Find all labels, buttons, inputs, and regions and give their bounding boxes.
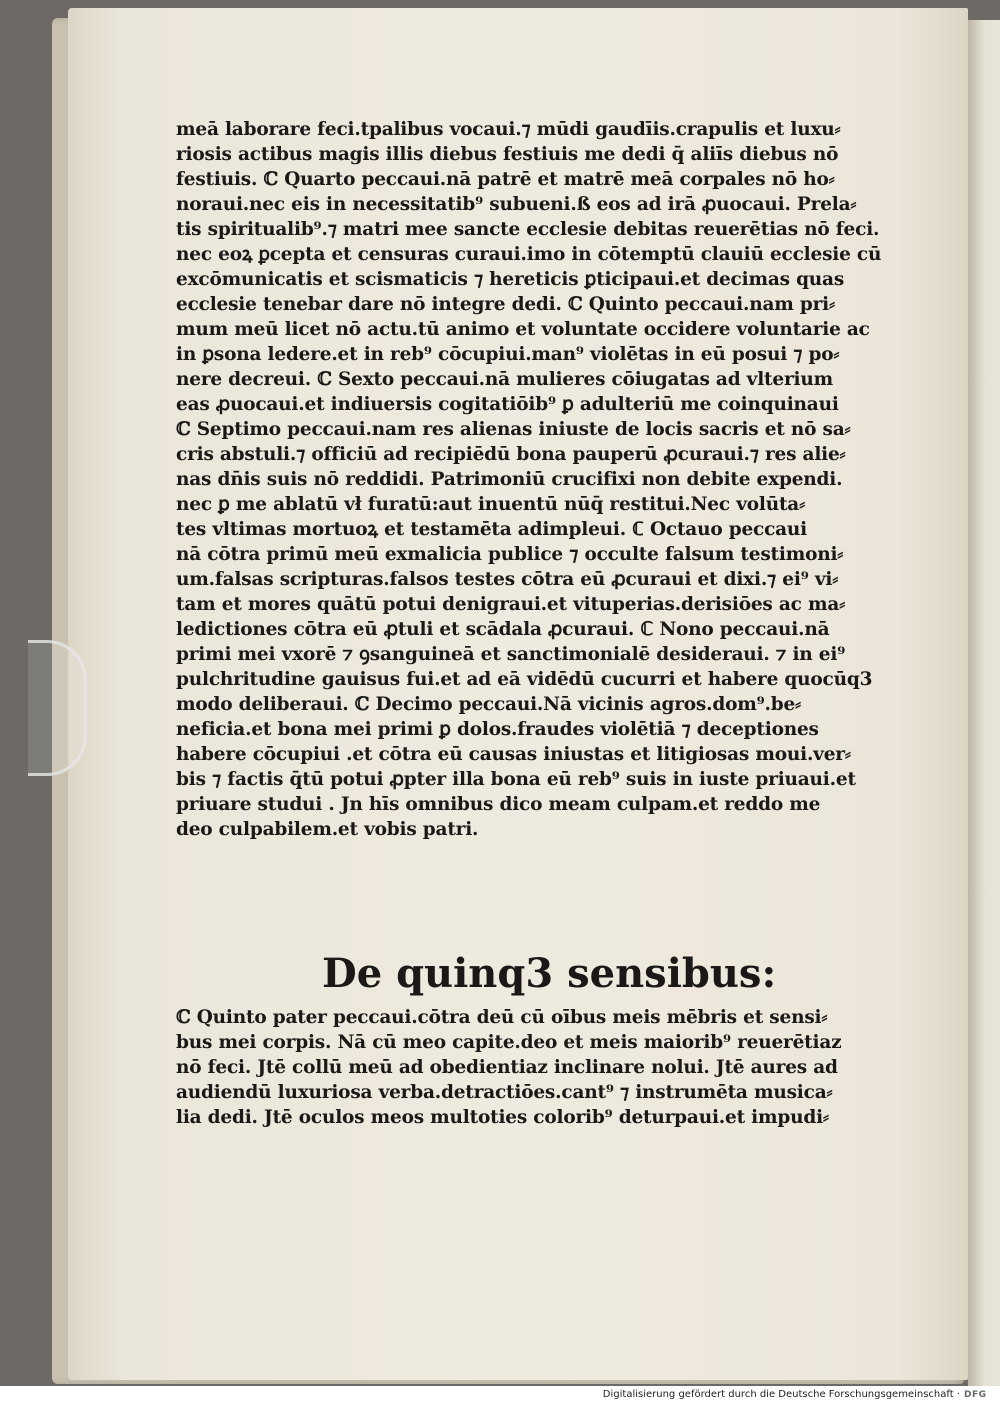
- footer-credit: Digitalisierung gefördert durch die Deutsche Forschungsgemeinschaft ·: [602, 1389, 960, 1400]
- facing-page-edge: [968, 20, 1000, 1386]
- text-line: noraui.nec eis in necessitatib⁹ subueni.ß eos ad irā ꝓuocaui. Prela⸗: [176, 194, 857, 215]
- dfg-logo-icon: DFG: [964, 1390, 987, 1400]
- text-line: habere cōcupiui .et cōtra eū causas iniustas et litigiosas moui.ver⸗: [176, 744, 851, 765]
- section-text-block: [176, 1005, 881, 1130]
- text-line: ℂ Septimo peccaui.nam res alienas iniuste de locis sacris et nō sa⸗: [176, 419, 851, 440]
- text-line: audiendū luxuriosa verba.detractiōes.cant⁹ ⁊ instrumēta musica⸗: [176, 1082, 833, 1103]
- text-line: modo deliberaui. ℂ Decimo peccaui.Nā vicinis agros.dom⁹.be⸗: [176, 694, 802, 715]
- text-line: bis ⁊ factis q̄tū potui ꝓpter illa bona eū reb⁹ suis in iuste priuaui.et: [176, 769, 856, 790]
- text-line: eas ꝓuocaui.et indiuersis cogitatiōib⁹ ꝑ adulteriū me coinquinaui: [176, 394, 839, 415]
- text-line: nō feci. Jtē collū meū ad obedientiaz inclinare nolui. Jtē aures ad: [176, 1057, 838, 1078]
- text-line: riosis actibus magis illis diebus festiuis me dedi q̄ aliīs diebus nō: [176, 144, 839, 165]
- text-line: tes vltimas mortuoꝝ et testamēta adimpleui. ℂ Octauo peccaui: [176, 519, 808, 540]
- text-line: lia dedi. Jtē oculos meos multoties colorib⁹ deturpaui.et impudi⸗: [176, 1107, 829, 1128]
- text-line: mum meū licet nō actu.tū animo et voluntate occidere voluntarie ac: [176, 319, 870, 340]
- section-heading: De quinq3 sensibus:: [322, 950, 777, 997]
- text-line: excōmunicatis et scismaticis ⁊ hereticis ꝑticipaui.et decimas quas: [176, 269, 845, 290]
- text-line: nas dn̄is suis nō reddidi. Patrimoniū crucifixi non debite expendi.: [176, 469, 843, 490]
- text-line: nec eoꝝ ꝑcepta et censuras curaui.imo in cōtemptū clauiū ecclesie cū: [176, 244, 881, 265]
- footer-bar: [0, 1386, 1000, 1406]
- text-line: bus mei corpis. Nā cū meo capite.deo et meis maiorib⁹ reuerētiaz: [176, 1032, 842, 1053]
- text-line: priuare studui . Jn hīs omnibus dico meam culpam.et reddo me: [176, 794, 821, 815]
- main-text-block: [176, 117, 881, 842]
- text-line: ecclesie tenebar dare nō integre dedi. ℂ Quinto peccaui.nam pri⸗: [176, 294, 835, 315]
- text-line: primi mei vxorē ⁊ ꝯsanguineā et sanctimonialē desideraui. ⁊ in ei⁹: [176, 644, 846, 665]
- text-line: meā laborare feci.tpalibus vocaui.⁊ mūdi gaudīis.crapulis et luxu⸗: [176, 119, 841, 140]
- text-line: tis spiritualib⁹.⁊ matri mee sancte ecclesie debitas reuerētias nō feci.: [176, 219, 880, 240]
- text-line: nā cōtra primū meū exmalicia publice ⁊ occulte falsum testimoni⸗: [176, 544, 844, 565]
- text-line: tam et mores quātū potui denigraui.et vituperias.derisiōes ac ma⸗: [176, 594, 846, 615]
- text-line: pulchritudine gauisus fui.et ad eā vidēdū cucurri et habere quocūq3: [176, 669, 873, 690]
- text-line: deo culpabilem.et vobis patri.: [176, 819, 479, 840]
- text-line: um.falsas scripturas.falsos testes cōtra eū ꝓcuraui et dixi.⁊ ei⁹ vi⸗: [176, 569, 839, 590]
- page-clip: [28, 640, 87, 776]
- text-line: in ꝑsona ledere.et in reb⁹ cōcupiui.man⁹ violētas in eū posui ⁊ po⸗: [176, 344, 840, 365]
- text-line: festiuis. ℂ Quarto peccaui.nā patrē et matrē meā corpales nō ho⸗: [176, 169, 835, 190]
- text-line: ℂ Quinto pater peccaui.cōtra deū cū oībus meis mēbris et sensi⸗: [176, 1007, 828, 1028]
- text-line: neficia.et bona mei primi ꝑ dolos.fraudes violētiā ⁊ deceptiones: [176, 719, 819, 740]
- text-line: cris abstuli.⁊ officiū ad recipiēdū bona pauperū ꝓcuraui.⁊ res alie⸗: [176, 444, 846, 465]
- text-line: ledictiones cōtra eū ꝓtuli et scādala ꝓcuraui. ℂ Nono peccaui.nā: [176, 619, 830, 640]
- text-line: nec ꝑ me ablatū vł furatū:aut inuentū nūq̄ restitui.Nec volūta⸗: [176, 494, 806, 515]
- text-line: nere decreui. ℂ Sexto peccaui.nā mulieres cōiugatas ad vlterium: [176, 369, 833, 390]
